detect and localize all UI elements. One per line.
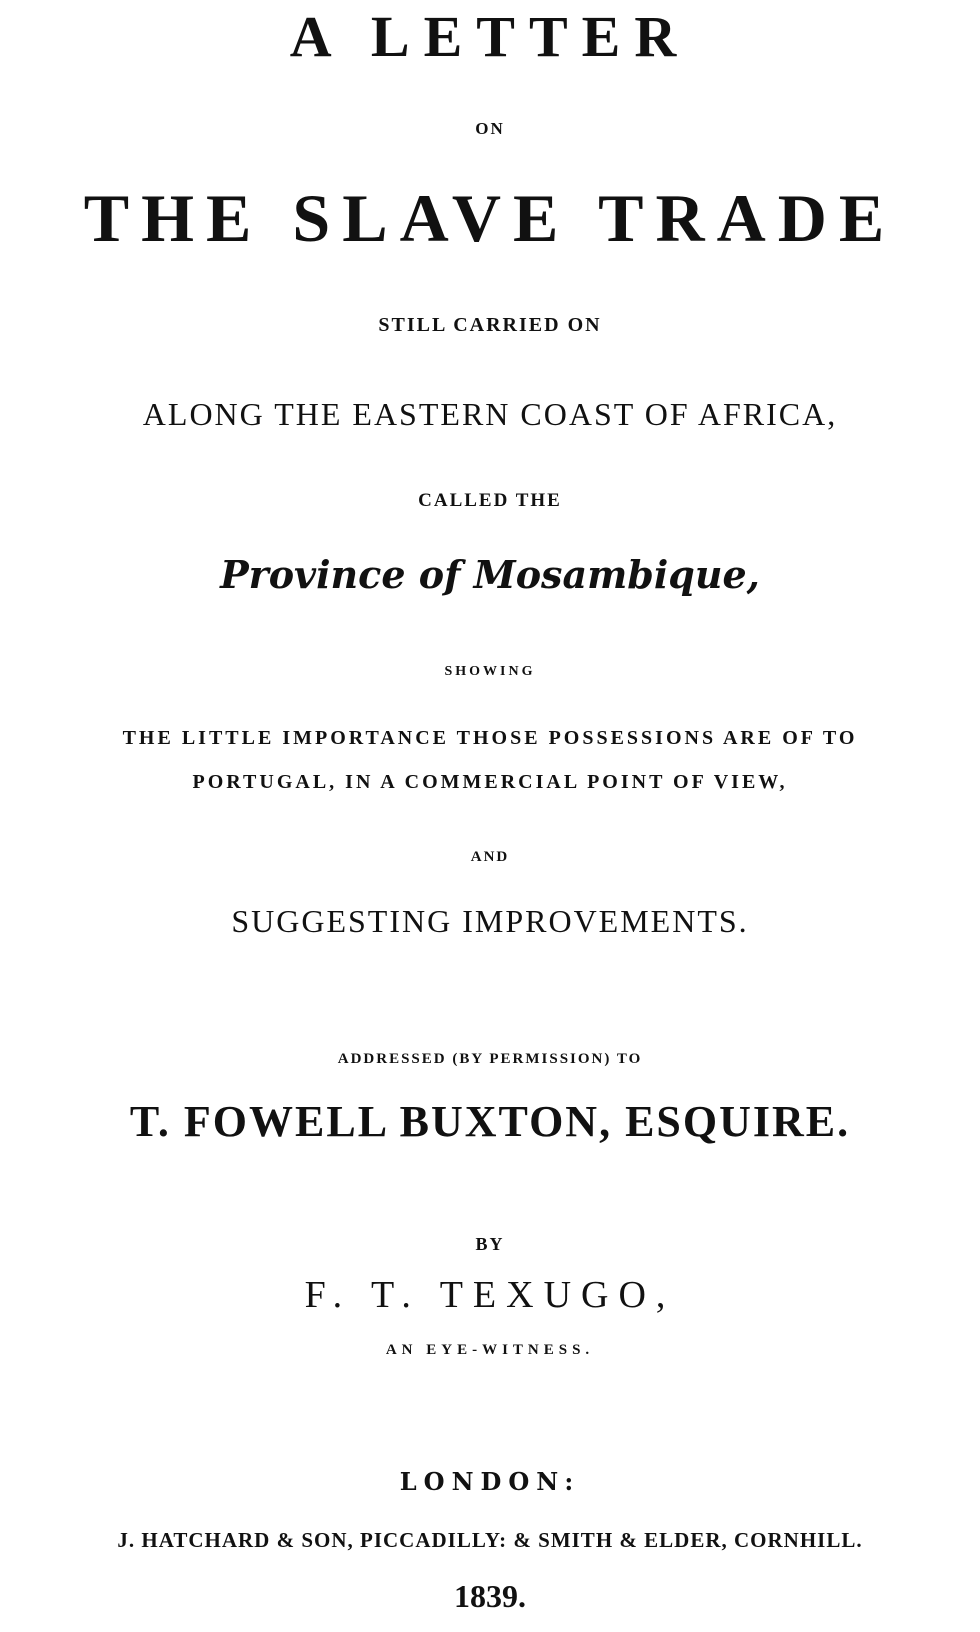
description-line-2: PORTUGAL, IN A COMMERCIAL POINT OF VIEW, xyxy=(192,771,788,793)
suggesting-heading: SUGGESTING IMPROVEMENTS. xyxy=(231,903,749,939)
imprint-publisher: J. HATCHARD & SON, PICCADILLY: & SMITH & ELDER, CORNHILL. xyxy=(117,1528,863,1552)
author-name: F. T. TEXUGO, xyxy=(304,1274,676,1316)
by-label: BY xyxy=(475,1234,505,1254)
imprint-place: LONDON: xyxy=(399,1467,581,1496)
author-note: AN EYE-WITNESS. xyxy=(385,1342,595,1358)
description-line-1: THE LITTLE IMPORTANCE THOSE POSSESSIONS ARE OF TO xyxy=(122,727,858,749)
title-on: ON xyxy=(475,119,505,138)
showing-label: SHOWING xyxy=(444,664,536,679)
subtitle-along-coast: ALONG THE EASTERN COAST OF AFRICA, xyxy=(142,396,838,432)
addressed-label: ADDRESSED (BY PERMISSION) TO xyxy=(337,1051,643,1067)
imprint-year: 1839. xyxy=(454,1578,526,1614)
subtitle-still-carried: STILL CARRIED ON xyxy=(378,314,602,336)
title-line-1: A LETTER xyxy=(289,4,691,69)
subtitle-called-the: CALLED THE xyxy=(418,490,562,511)
addressee-name: T. FOWELL BUXTON, ESQUIRE. xyxy=(129,1097,851,1146)
title-line-2: THE SLAVE TRADE xyxy=(83,180,897,256)
and-label: AND xyxy=(470,849,510,865)
province-heading: Province of Mosambique, xyxy=(220,552,760,597)
